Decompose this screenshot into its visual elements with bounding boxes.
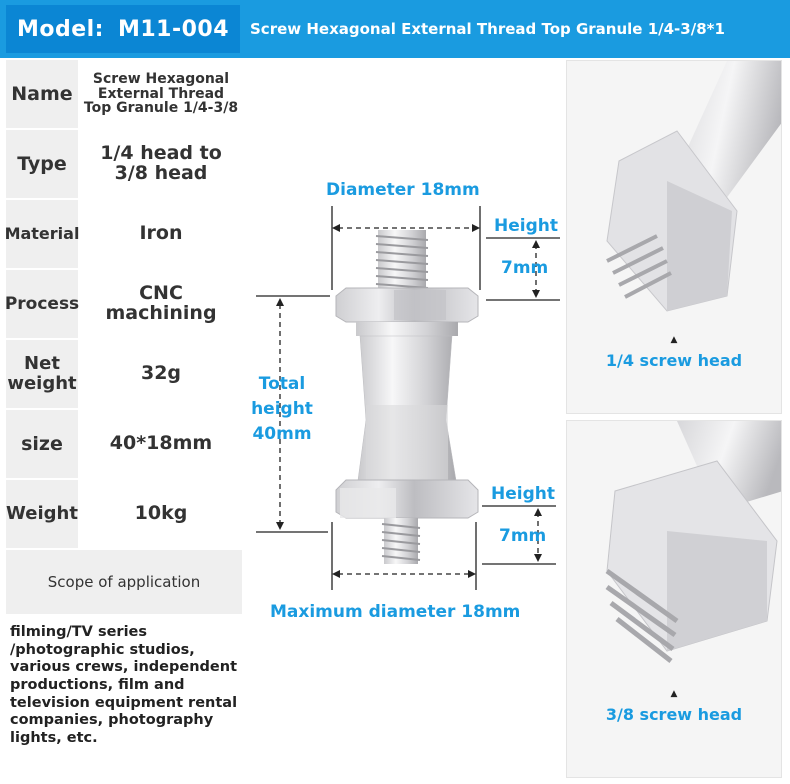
screw-drawing [244, 60, 564, 780]
spec-label: Type [6, 130, 80, 198]
bottom-height-label: Height [491, 484, 555, 504]
dimension-diagram [244, 60, 564, 780]
header-bar [0, 0, 790, 58]
top-thread [376, 230, 428, 292]
spec-label: size [6, 410, 80, 478]
scope-heading: Scope of application [6, 550, 242, 616]
spec-row-name [6, 60, 242, 130]
three-eighths-head-image [567, 421, 782, 778]
top-height-value: 7mm [501, 258, 549, 278]
spec-row-material [6, 200, 242, 270]
spec-row-type [6, 130, 242, 200]
scope-text: filming/TV series /photographic studios, various crews, independent productions, film and television equipment rental companies, photography lights, etc. [6, 616, 242, 766]
top-height-label: Height [494, 216, 558, 236]
spec-row-size [6, 410, 242, 480]
model-label: Model: [16, 16, 104, 42]
spec-value: 32g [80, 340, 242, 408]
spec-label: Name [6, 60, 80, 128]
spec-row-net-weight [6, 340, 242, 410]
top-diameter-label: Diameter 18mm [326, 180, 480, 200]
max-diameter-label: Maximum diameter 18mm [270, 602, 521, 622]
spec-row-weight [6, 480, 242, 550]
spec-row-process [6, 270, 242, 340]
model-box [6, 5, 240, 53]
spec-label: Process [6, 270, 80, 338]
bottom-photo-caption: 3/8 screw head [605, 705, 743, 724]
top-hex-nut [336, 288, 478, 322]
bottom-thread [382, 518, 420, 564]
total-height-line-2: height [251, 399, 313, 419]
photo-top-screw-head [566, 60, 782, 414]
spec-value: 1/4 head to 3/8 head [80, 130, 242, 198]
spec-label: Material [6, 200, 80, 268]
spec-label: Weight [6, 480, 80, 548]
spec-value: 40*18mm [80, 410, 242, 478]
spec-value: CNC machining [80, 270, 242, 338]
bottom-height-value: 7mm [499, 526, 547, 546]
spec-table [6, 60, 242, 766]
spec-value: 10kg [80, 480, 242, 548]
spec-value: Screw Hexagonal External Thread Top Granule 1/4-3/8 [80, 60, 242, 128]
spec-label: Net weight [6, 340, 80, 408]
bottom-hex-nut [336, 480, 478, 518]
total-height-line-1: Total [258, 374, 306, 394]
model-number: M11-004 [117, 16, 230, 42]
caption-arrow-icon: ▲ [670, 335, 678, 345]
top-photo-caption: 1/4 screw head [605, 351, 743, 370]
neck-ring [356, 322, 458, 336]
spec-value: Iron [80, 200, 242, 268]
total-height-line-3: 40mm [252, 424, 312, 444]
photo-bottom-screw-head [566, 420, 782, 778]
product-title: Screw Hexagonal External Thread Top Granule 1/4-3/8*1 [250, 20, 725, 38]
caption-arrow-icon: ▲ [670, 689, 678, 699]
